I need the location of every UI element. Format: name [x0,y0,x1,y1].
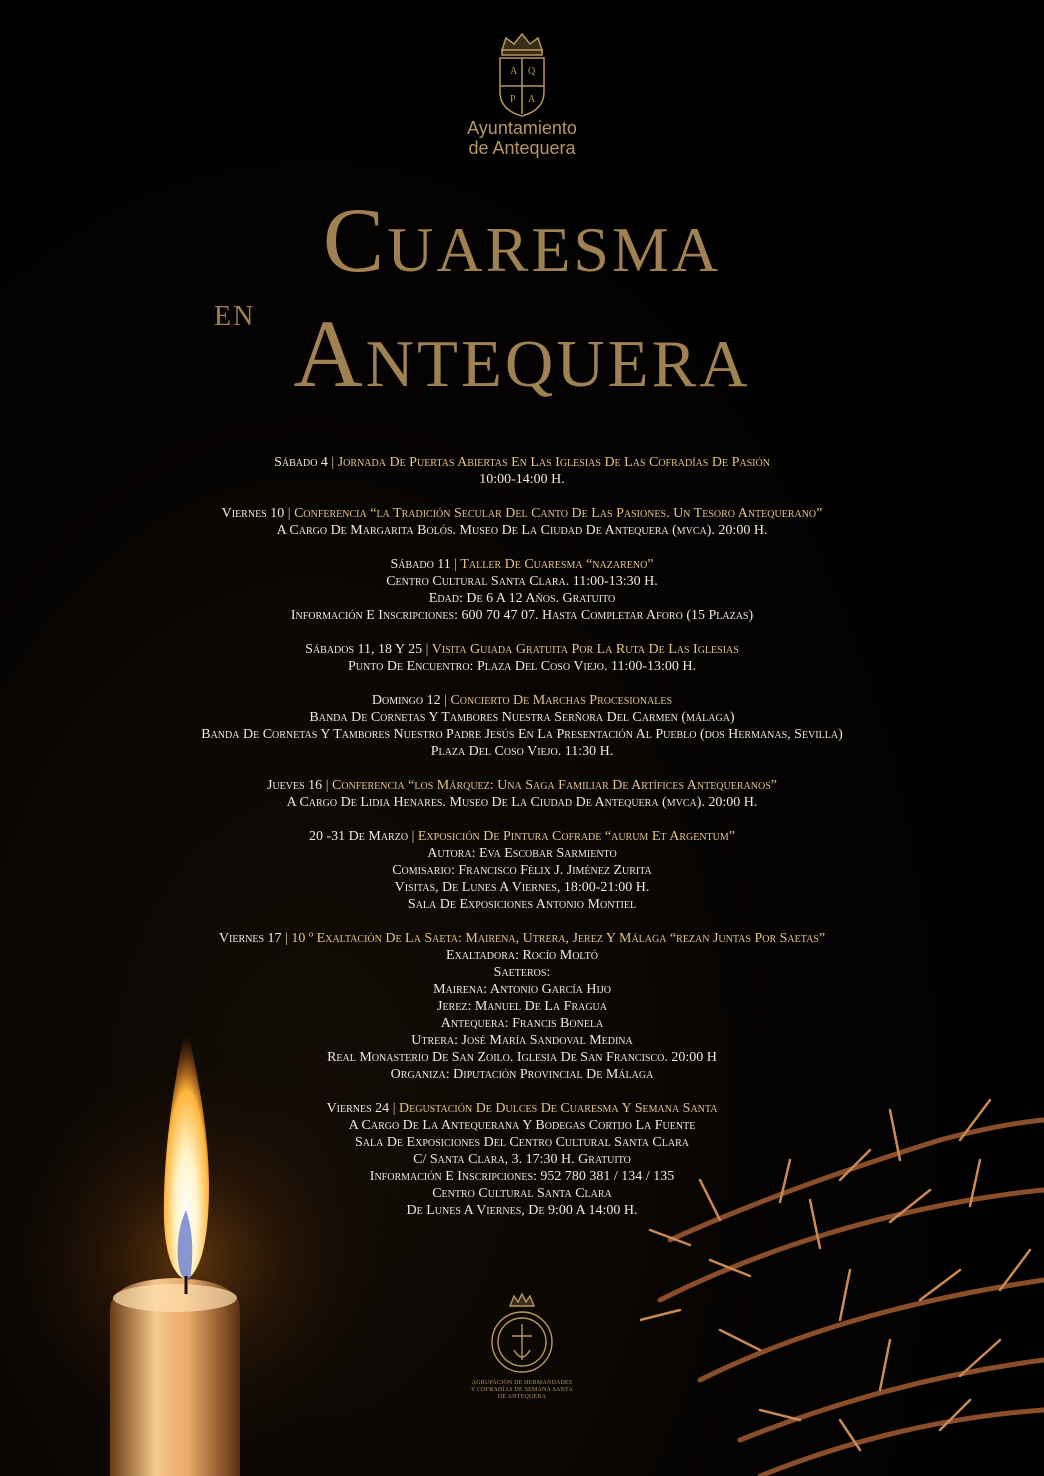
org-name [422,118,622,158]
brotherhood-emblem-logo [480,1292,564,1378]
event-title: Concierto De Marchas Procesionales [450,693,673,708]
event-heading [60,777,984,794]
event-title: Degustación De Dulces De Cuaresma Y Semana Santa [399,1101,718,1116]
org-name-line1: Ayuntamiento [467,118,577,138]
event-detail: A Cargo De La Antequerana Y Bodegas Cortijo La Fuente [348,1118,696,1133]
svg-text:A: A [528,94,536,105]
title-cuaresma [0,190,1044,290]
event-detail: Sala De Exposiciones Antonio Montiel [407,897,637,912]
event-heading [60,828,984,845]
event-detail: A Cargo De Lidia Henares. Museo De La Ciudad De Antequera (mvca). 20:00 H. [286,795,758,810]
event-heading [60,1100,984,1117]
event-detail: Información E Inscripciones: 600 70 47 07. Hasta Completar Aforo (15 Plazas) [290,608,754,623]
event-detail: Edad: De 6 A 12 Años. Gratuito [428,591,616,606]
event-separator: | [411,829,415,844]
svg-text:P: P [510,94,516,105]
event-detail: Información E Inscripciones: 952 780 381 / 134 / 135 [369,1169,675,1184]
city-crest-logo [492,30,552,120]
event-separator: | [287,506,291,521]
event-detail: De Lunes A Viernes, De 9:00 A 14:00 H. [406,1203,638,1218]
event-date: 20 -31 De Marzo [309,829,409,844]
event-detail: A Cargo De Margarita Bolós. Museo De La Ciudad De Antequera (mvca). 20:00 H. [276,523,768,538]
event-date: Domingo 12 [371,693,441,708]
event-detail: Plaza Del Coso Viejo. 11:30 H. [430,744,614,759]
event-block [60,777,984,811]
event-heading [60,556,984,573]
event-heading [60,692,984,709]
event-detail: Comisario: Francisco Félix J. Jiménez Zurita [392,863,652,878]
title-en: en [214,289,256,334]
svg-text:A: A [510,66,518,77]
event-title: 10 º Exaltación De La Saeta: Mairena, Utrera, Jerez Y Málaga “rezan Juntas Por Saetas” [291,931,826,946]
brotherhood-name-line: Y COFRADÍAS DE SEMANA SANTA [470,1387,574,1393]
org-name-line2: de Antequera [468,138,576,158]
event-date: Viernes 10 [221,506,285,521]
event-separator: | [285,931,288,946]
event-block [60,930,984,1083]
event-heading [60,454,984,471]
title-antequera [0,300,1044,407]
event-title: Conferencia “los Márquez: Una Saga Familiar De Artífices Antequeranos” [332,778,777,793]
svg-text:Q: Q [528,66,536,77]
event-separator: | [444,693,447,708]
brotherhood-name [452,1380,592,1401]
event-detail: 10:00-14:00 H. [479,472,565,487]
event-separator: | [425,642,429,657]
event-block [60,505,984,539]
event-detail: Utrera: José María Sandoval Medina [411,1033,633,1048]
event-date: Sábado 11 [390,557,451,572]
event-detail: Organiza: Diputación Provincial De Málaga [390,1067,654,1082]
event-detail: C/ Santa Clara, 3. 17:30 H. Gratuito [413,1152,631,1167]
event-detail: Saeteros: [493,965,551,980]
event-block [60,454,984,488]
event-separator: | [454,557,458,572]
event-detail: Visitas, De Lunes A Viernes, 18:00-21:00 H. [394,880,650,895]
event-date: Jueves 16 [267,778,323,793]
event-heading [60,505,984,522]
brotherhood-name-line: DE ANTEQUERA [497,1394,547,1400]
event-detail: Sala De Exposiciones Del Centro Cultural Santa Clara [354,1135,689,1150]
event-detail: Real Monasterio De San Zoilo. Iglesia De San Francisco. 20:00 H [327,1050,717,1065]
event-block [60,1100,984,1219]
event-detail: Exaltadora: Rocío Moltó [446,948,598,963]
event-detail: Punto De Encuentro: Plaza Del Coso Viejo. 11:00-13:00 H. [347,659,697,674]
event-block [60,692,984,760]
event-date: Viernes 24 [326,1101,390,1116]
event-detail: Jerez: Manuel De La Fragua [437,999,607,1014]
brotherhood-name-line: AGRUPACIÓN DE HERMANDADES [471,1380,573,1386]
event-separator: | [325,778,329,793]
event-title: Conferencia “la Tradición Secular Del Canto De Las Pasiones. Un Tesoro Antequerano” [294,506,823,521]
event-detail: Banda De Cornetas Y Tambores Nuestro Padre Jesús En La Presentación Al Pueblo (dos Hermanas, Sevilla) [201,727,843,742]
event-block [60,556,984,624]
title-line1: Cuaresma [322,189,722,291]
event-title: Visita Guiada Gratuita Por La Ruta De Las Iglesias [431,642,739,657]
event-list [60,454,984,1236]
event-date: Sábado 4 [274,455,328,470]
event-heading [60,930,984,947]
event-title: Taller De Cuaresma “nazareno” [460,557,654,572]
event-date: Sábados 11, 18 Y 25 [305,642,423,657]
event-block [60,641,984,675]
event-separator: | [331,455,335,470]
event-title: Jornada De Puertas Abiertas En Las Iglesias De Las Cofradías De Pasión [337,455,770,470]
event-date: Viernes 17 [218,931,282,946]
event-detail: Banda De Cornetas Y Tambores Nuestra Serñora Del Carmen (málaga) [309,710,735,725]
event-detail: Autora: Eva Escobar Sarmiento [427,846,617,861]
event-detail: Centro Cultural Santa Clara. 11:00-13:30 H. [386,574,658,589]
event-title: Exposición De Pintura Cofrade “aurum Et Argentum” [417,829,735,844]
event-detail: Centro Cultural Santa Clara [432,1186,612,1201]
event-heading [60,641,984,658]
event-detail: Antequera: Francis Bonela [440,1016,604,1031]
event-separator: | [392,1101,396,1116]
event-detail: Mairena: Antonio García Hijo [433,982,611,997]
event-block [60,828,984,913]
title-line3: Antequera [293,300,751,407]
